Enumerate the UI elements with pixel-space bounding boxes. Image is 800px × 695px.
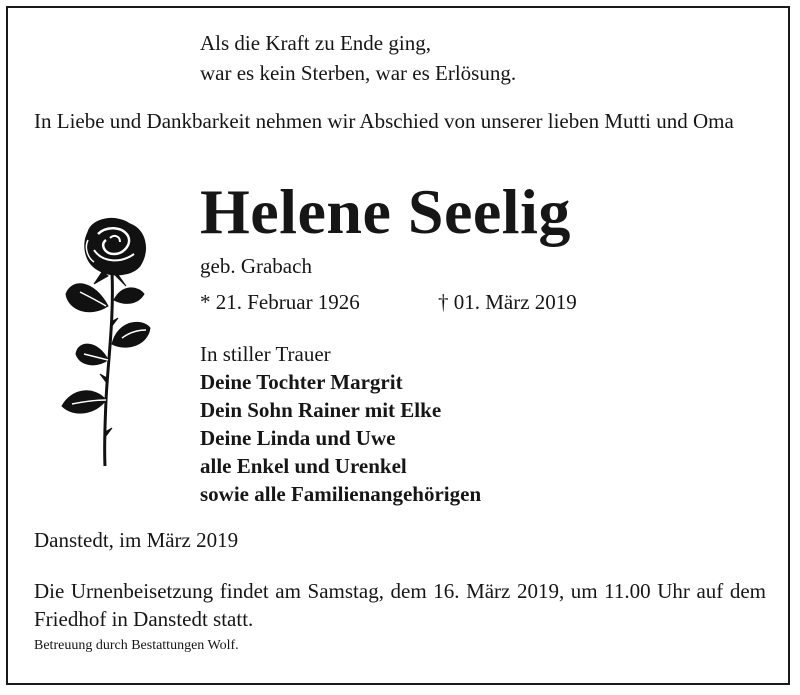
funeral-notice: Die Urnenbeisetzung findet am Samstag, dem 16. März 2019, um 11.00 Uhr auf dem Friedhof in Danstedt statt. bbox=[34, 579, 766, 631]
mourner-name: Dein Sohn Rainer mit Elke bbox=[200, 398, 442, 422]
motto bbox=[200, 28, 516, 88]
motto-line: war es kein Sterben, war es Erlösung. bbox=[200, 61, 517, 85]
birth-name: geb. Grabach bbox=[200, 254, 312, 278]
place-date: Danstedt, im März 2019 bbox=[34, 528, 239, 552]
mourner-name: Deine Linda und Uwe bbox=[200, 426, 396, 450]
mourners-block bbox=[200, 340, 481, 508]
mourner-name: alle Enkel und Urenkel bbox=[200, 454, 407, 478]
deceased-name: Helene Seelig bbox=[200, 176, 571, 247]
mourner-name: sowie alle Familienangehörigen bbox=[200, 482, 482, 506]
intro-text: In Liebe und Dankbarkeit nehmen wir Abschied von unserer lieben Mutti und Oma bbox=[34, 109, 734, 133]
mourners-intro: In stiller Trauer bbox=[200, 342, 331, 366]
death-date: † 01. März 2019 bbox=[438, 290, 577, 314]
mourner-name: Deine Tochter Margrit bbox=[200, 370, 403, 394]
birth-date: * 21. Februar 1926 bbox=[200, 290, 360, 314]
care-note: Betreuung durch Bestattungen Wolf. bbox=[34, 638, 239, 653]
motto-line: Als die Kraft zu Ende ging, bbox=[200, 31, 431, 55]
life-dates bbox=[200, 288, 577, 316]
rose-icon bbox=[58, 210, 158, 470]
